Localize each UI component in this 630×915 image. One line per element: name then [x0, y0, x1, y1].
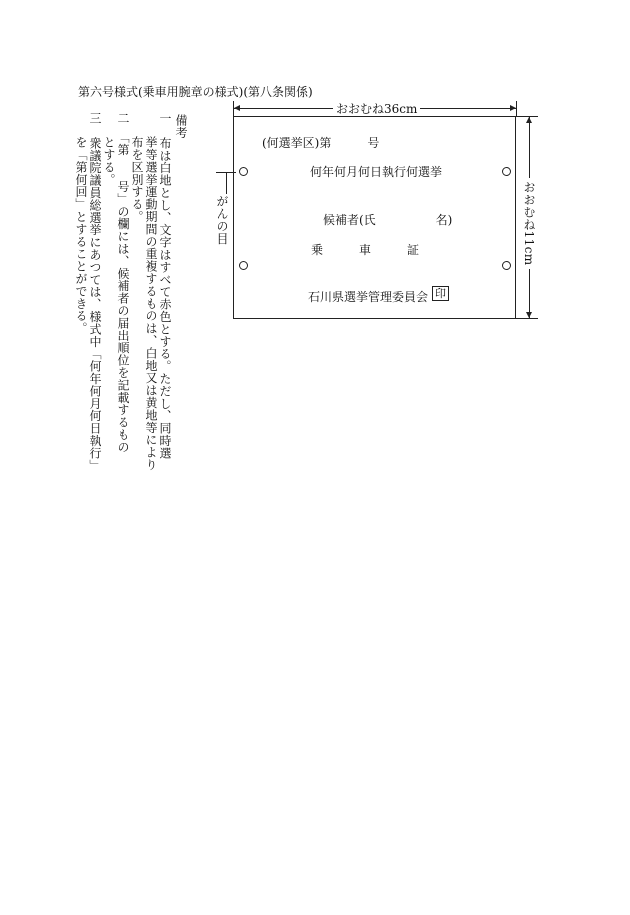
notes-heading: 備考 — [174, 114, 188, 139]
seal-mark: 印 — [432, 286, 449, 301]
note-line: 「第 号」の欄には、候補者の届出順位を記載するもの — [116, 136, 130, 454]
note-line: を「第何回」とすることができる。 — [74, 136, 88, 335]
note-line: 布を区別する。 — [130, 136, 144, 223]
grommet-leader-vertical — [226, 172, 227, 194]
note-line: とする。 — [102, 136, 116, 186]
note-number: 二 — [116, 112, 130, 125]
election-line: 何年何月何日執行何選挙 — [310, 165, 443, 179]
grommet-hole-icon — [239, 167, 248, 176]
grommet-label: がんの目 — [215, 195, 229, 245]
height-label: おおむね11cm — [522, 178, 536, 269]
arrow-left-icon — [234, 105, 240, 111]
grommet-hole-icon — [502, 261, 511, 270]
note-item-3 — [74, 112, 102, 472]
form-title: 第六号様式(乗車用腕章の様式)(第八条関係) — [78, 85, 313, 99]
note-number: 三 — [88, 112, 102, 125]
note-number: 一 — [158, 112, 172, 125]
height-tick-bottom — [516, 318, 538, 319]
note-item-2 — [102, 112, 130, 472]
notes-block — [74, 112, 188, 472]
note-line: 衆議院議員総選挙にあつては、様式中「何年何月何日執行」 — [88, 136, 102, 472]
note-line: 布は白地とし、文字はすべて赤色とする。ただし、同時選 — [158, 136, 172, 460]
arrow-up-icon — [526, 117, 532, 123]
note-item-1 — [130, 112, 172, 472]
committee-name: 石川県選挙管理委員会 — [308, 290, 429, 304]
grommet-hole-icon — [502, 167, 511, 176]
note-line: 挙等選挙運動期間の重複するものは、白地又は黄地等により — [144, 136, 158, 471]
arrow-down-icon — [526, 312, 532, 318]
width-tick-left — [233, 101, 234, 116]
width-label: おおむね36cm — [333, 100, 420, 117]
grommet-hole-icon — [239, 261, 248, 270]
candidate-name-line: 候補者(氏 名) — [323, 213, 453, 227]
boarding-pass-title: 乗 車 証 — [311, 243, 420, 257]
district-number-line: (何選挙区)第 号 — [262, 136, 380, 150]
width-tick-right — [516, 101, 517, 116]
